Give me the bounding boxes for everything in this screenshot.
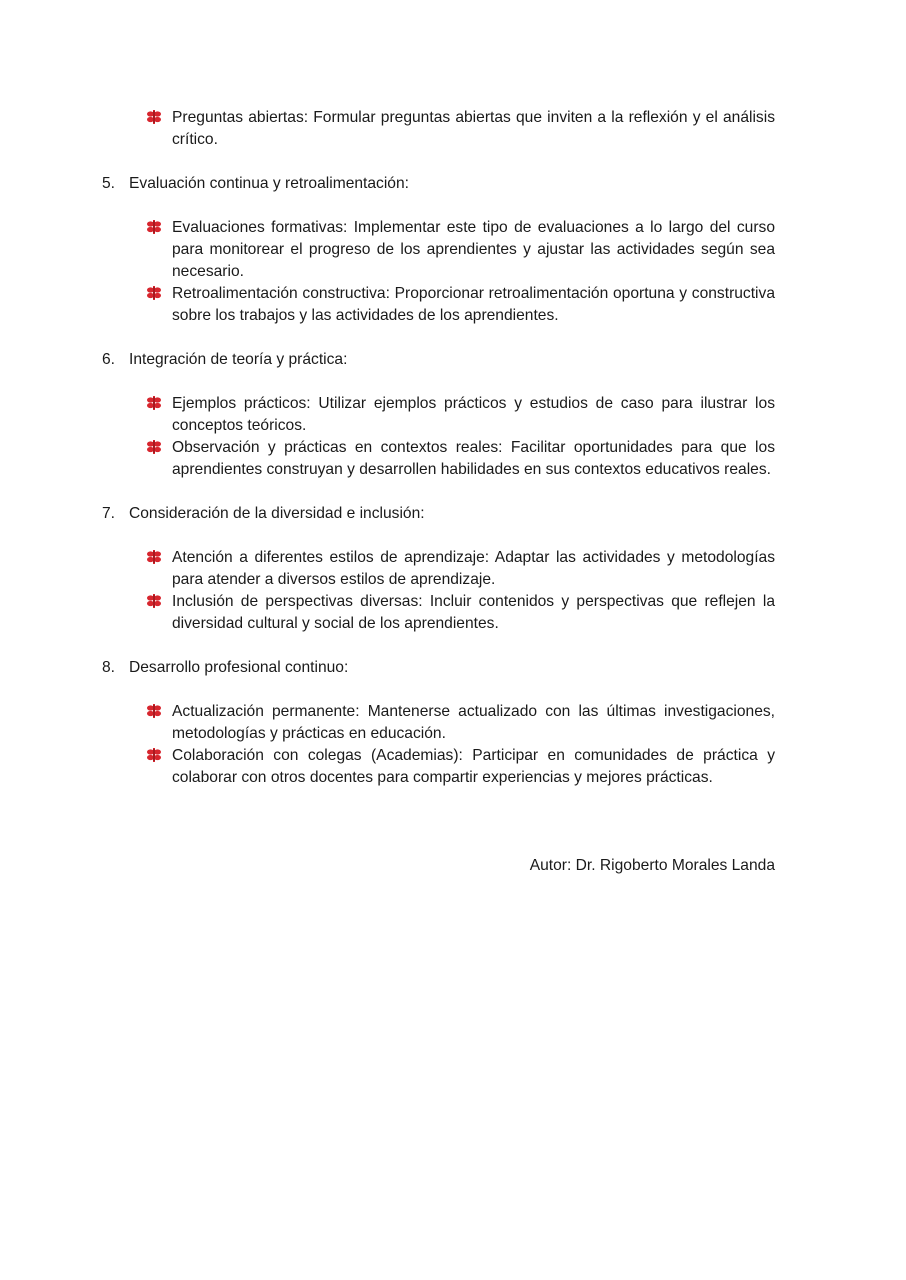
section-bullet-list — [102, 701, 775, 789]
bullet-text: Actualización permanente: Mantenerse actualizado con las últimas investigaciones, metodologías y prácticas en educación. — [172, 703, 775, 742]
bullet-text: Retroalimentación constructiva: Proporcionar retroalimentación oportuna y constructiva sobre los trabajos y las actividades de los aprendientes. — [172, 285, 775, 324]
section-7 — [102, 503, 775, 635]
red-flower-bullet-icon — [146, 110, 162, 124]
red-flower-bullet-icon — [146, 550, 162, 564]
bullet-text: Preguntas abiertas: Formular preguntas abiertas que inviten a la reflexión y el análisis crítico. — [172, 109, 775, 148]
list-item — [102, 283, 775, 327]
section-bullet-list — [102, 547, 775, 635]
section-number: 5. — [102, 175, 116, 192]
red-flower-bullet-icon — [146, 220, 162, 234]
red-flower-bullet-icon — [146, 396, 162, 410]
document-content — [102, 107, 775, 893]
section-title: Evaluación continua y retroalimentación: — [129, 175, 409, 192]
list-item — [102, 217, 775, 283]
list-item — [102, 745, 775, 789]
list-item — [102, 107, 775, 151]
bullet-text: Inclusión de perspectivas diversas: Incluir contenidos y perspectivas que reflejen la diversidad cultural y social de los aprendientes. — [172, 593, 775, 632]
list-item — [102, 393, 775, 437]
section-5 — [102, 173, 775, 327]
section-title: Consideración de la diversidad e inclusión: — [129, 505, 425, 522]
section-heading — [102, 657, 775, 679]
section-title: Desarrollo profesional continuo: — [129, 659, 349, 676]
bullet-text: Atención a diferentes estilos de aprendizaje: Adaptar las actividades y metodologías para atender a diversos estilos de aprendizaje. — [172, 549, 775, 588]
list-item — [102, 591, 775, 635]
red-flower-bullet-icon — [146, 748, 162, 762]
section-heading — [102, 503, 775, 525]
section-6 — [102, 349, 775, 481]
bullet-text: Colaboración con colegas (Academias): Participar en comunidades de práctica y colaborar con otros docentes para compartir experiencias y mejores prácticas. — [172, 747, 775, 786]
section-bullet-list — [102, 217, 775, 327]
section-8 — [102, 657, 775, 789]
red-flower-bullet-icon — [146, 594, 162, 608]
intro-bullet-list — [102, 107, 775, 151]
red-flower-bullet-icon — [146, 704, 162, 718]
section-number: 7. — [102, 505, 116, 522]
section-heading — [102, 173, 775, 195]
section-number: 8. — [102, 659, 116, 676]
section-title: Integración de teoría y práctica: — [129, 351, 348, 368]
section-heading — [102, 349, 775, 371]
bullet-text: Ejemplos prácticos: Utilizar ejemplos prácticos y estudios de caso para ilustrar los conceptos teóricos. — [172, 395, 775, 434]
bullet-text: Evaluaciones formativas: Implementar este tipo de evaluaciones a lo largo del curso para monitorear el progreso de los aprendientes y ajustar las actividades según sea necesario. — [172, 219, 775, 280]
bullet-text: Observación y prácticas en contextos reales: Facilitar oportunidades para que los aprendientes construyan y desarrollen habilidades en sus contextos educativos reales. — [172, 439, 775, 478]
list-item — [102, 437, 775, 481]
red-flower-bullet-icon — [146, 440, 162, 454]
section-bullet-list — [102, 393, 775, 481]
list-item — [102, 701, 775, 745]
red-flower-bullet-icon — [146, 286, 162, 300]
section-number: 6. — [102, 351, 116, 368]
list-item — [102, 547, 775, 591]
author-signature: Autor: Dr. Rigoberto Morales Landa — [529, 857, 775, 874]
